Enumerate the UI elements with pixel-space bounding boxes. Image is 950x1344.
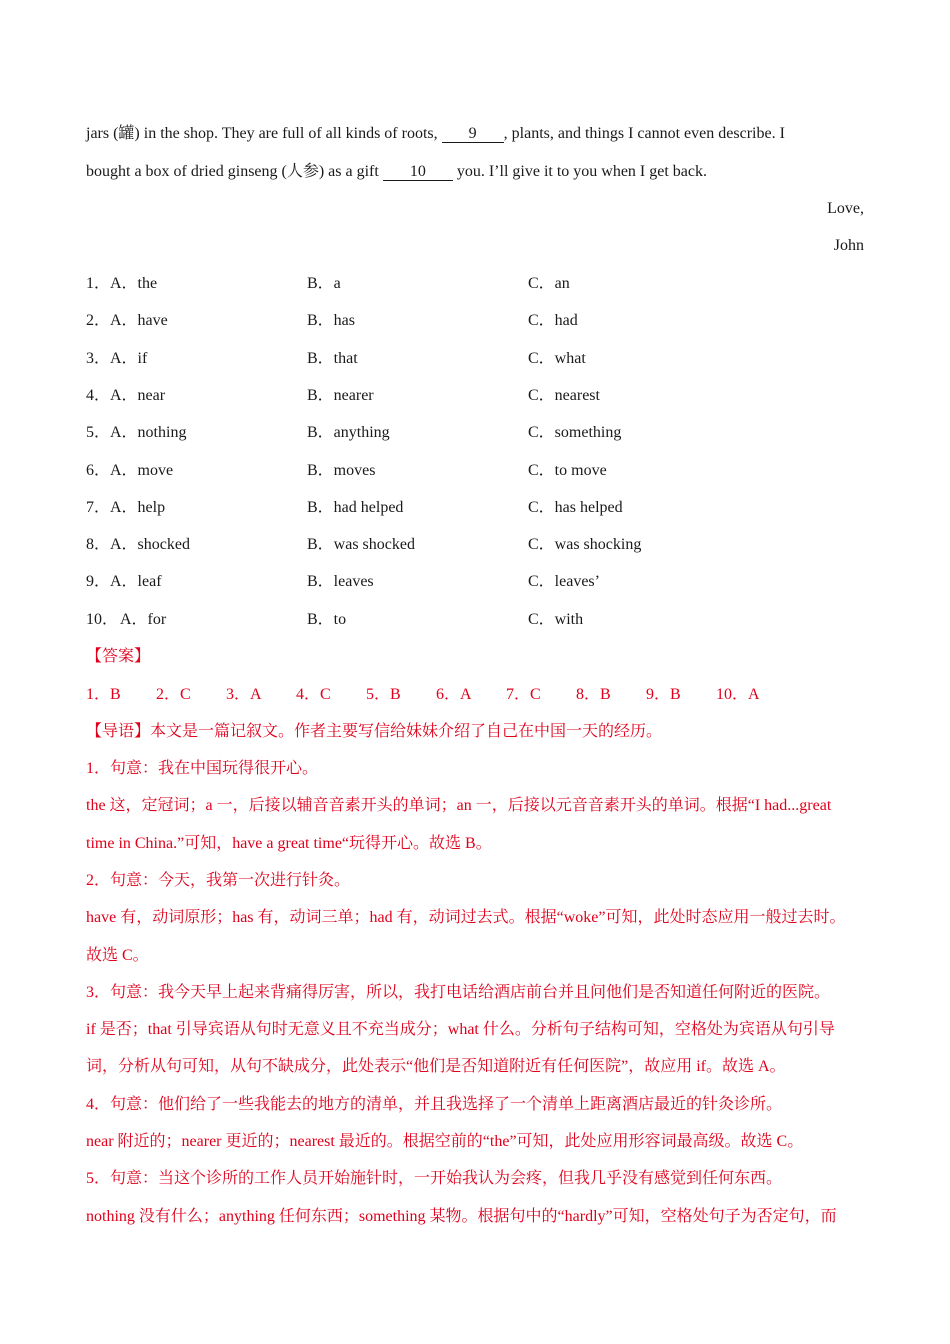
option-c: C．leaves’ bbox=[528, 573, 600, 591]
explanation-line: 3．句意：我今天早上起来背痛得厉害，所以，我打电话给酒店前台并且问他们是否知道任何附近的医院。 bbox=[86, 983, 831, 1001]
passage-text: jars (罐) in the shop. They are full of all kinds of roots, bbox=[86, 125, 442, 142]
option-b: B．has bbox=[307, 312, 356, 330]
option-a: A．if bbox=[110, 349, 148, 367]
explanation-line: 故选 C。 bbox=[86, 946, 149, 964]
explanation-line: 4．句意：他们给了一些我能去的地方的清单，并且我选择了一个清单上距离酒店最近的针灸诊所。 bbox=[86, 1095, 783, 1113]
option-b: B．was shocked bbox=[307, 536, 415, 554]
option-number: 5． bbox=[86, 424, 111, 442]
option-a: A．shocked bbox=[110, 536, 190, 554]
answer-item: 3．A bbox=[226, 686, 262, 703]
passage-text: you. I’ll give it to you when I get back. bbox=[452, 163, 708, 180]
answer-item: 10．A bbox=[716, 686, 760, 703]
passage-text: , plants, and things I cannot even describe. I bbox=[503, 125, 785, 142]
option-a: A．have bbox=[110, 312, 168, 330]
answer-header: 【答案】 bbox=[86, 648, 151, 665]
option-a: A．the bbox=[110, 275, 158, 292]
answer-item: 1．B bbox=[86, 686, 121, 703]
option-number: 2． bbox=[86, 312, 111, 330]
answer-item: 2．C bbox=[156, 686, 191, 703]
option-row bbox=[86, 423, 866, 443]
answer-item: 9．B bbox=[646, 686, 681, 703]
option-b: B．nearer bbox=[307, 386, 374, 404]
passage-line-2 bbox=[86, 162, 707, 182]
answer-item: 8．B bbox=[576, 686, 611, 703]
option-c: C．has helped bbox=[528, 498, 623, 516]
option-a: A．for bbox=[120, 610, 167, 628]
option-c: C．what bbox=[528, 349, 586, 367]
option-a: A．help bbox=[110, 498, 166, 516]
option-b: B．a bbox=[307, 275, 341, 292]
option-row bbox=[86, 498, 866, 518]
option-number: 10． bbox=[86, 610, 119, 628]
explanation-line: if 是否；that 引导宾语从句时无意义且不充当成分；what 什么。分析句子结构可知，空格处为宾语从句引导 bbox=[86, 1021, 835, 1039]
option-a: A．leaf bbox=[110, 573, 162, 591]
option-c: C．was shocking bbox=[528, 536, 642, 554]
blank-10: 10 bbox=[383, 163, 453, 181]
option-b: B．to bbox=[307, 610, 347, 628]
option-row bbox=[86, 461, 866, 481]
answer-item: 5．B bbox=[366, 686, 401, 703]
option-number: 1． bbox=[86, 275, 111, 292]
option-b: B．leaves bbox=[307, 573, 374, 591]
explanation-line: near 附近的；nearer 更近的；nearest 最近的。根据空前的“the”可知，此处应用形容词最高级。故选 C。 bbox=[86, 1133, 804, 1150]
option-a: A．nothing bbox=[110, 424, 187, 442]
option-c: C．to move bbox=[528, 461, 607, 479]
option-number: 4． bbox=[86, 386, 111, 404]
option-row bbox=[86, 610, 866, 630]
option-c: C．something bbox=[528, 424, 622, 442]
explanation-line: nothing 没有什么；anything 任何东西；something 某物。根据句中的“hardly”可知，空格处句子为否定句，而 bbox=[86, 1207, 837, 1225]
answer-item: 6．A bbox=[436, 686, 472, 703]
option-b: B．moves bbox=[307, 461, 376, 479]
explanation-line: time in China.”可知，have a great time“玩得开心。故选 B。 bbox=[86, 834, 492, 852]
option-b: B．anything bbox=[307, 424, 390, 442]
answer-item: 7．C bbox=[506, 686, 541, 703]
option-c: C．an bbox=[528, 275, 570, 292]
blank-9: 9 bbox=[442, 125, 504, 143]
option-number: 8． bbox=[86, 536, 111, 554]
option-number: 3． bbox=[86, 349, 111, 367]
explanation-line: 5．句意：当这个诊所的工作人员开始施针时，一开始我认为会疼，但我几乎没有感觉到任何东西。 bbox=[86, 1170, 783, 1188]
explanation-line: 词，分析从句可知，从句不缺成分，此处表示“他们是否知道附近有任何医院”，故应用 if。故选 A。 bbox=[86, 1058, 786, 1076]
option-row bbox=[86, 535, 866, 555]
letter-signature: John bbox=[833, 237, 864, 254]
option-b: B．that bbox=[307, 349, 358, 367]
option-number: 9． bbox=[86, 573, 111, 591]
option-row bbox=[86, 386, 866, 406]
intro-text: 【导语】本文是一篇记叙文。作者主要写信给妹妹介绍了自己在中国一天的经历。 bbox=[86, 723, 663, 740]
option-c: C．nearest bbox=[528, 386, 600, 404]
option-c: C．had bbox=[528, 312, 578, 330]
option-a: A．move bbox=[110, 461, 174, 479]
explanation-line: the 这，定冠词；a 一，后接以辅音音素开头的单词；an 一，后接以元音音素开头的单词。根据“I had...great bbox=[86, 797, 832, 815]
option-row bbox=[86, 349, 866, 369]
passage-line-1 bbox=[86, 124, 785, 144]
option-number: 7． bbox=[86, 498, 111, 516]
passage-text: bought a box of dried ginseng (人参) as a gift bbox=[86, 163, 383, 180]
explanation-line: 2．句意：今天，我第一次进行针灸。 bbox=[86, 871, 351, 889]
option-row bbox=[86, 311, 866, 331]
option-b: B．had helped bbox=[307, 498, 404, 516]
explanation-line: have 有，动词原形；has 有，动词三单；had 有，动词过去式。根据“woke”可知，此处时态应用一般过去时。 bbox=[86, 909, 846, 927]
option-a: A．near bbox=[110, 386, 166, 404]
explanation-line: 1．句意：我在中国玩得很开心。 bbox=[86, 760, 319, 777]
option-number: 6． bbox=[86, 461, 111, 479]
letter-closing: Love, bbox=[827, 200, 864, 217]
option-row bbox=[86, 274, 866, 294]
answer-item: 4．C bbox=[296, 686, 331, 703]
option-row bbox=[86, 572, 866, 592]
option-c: C．with bbox=[528, 610, 584, 628]
